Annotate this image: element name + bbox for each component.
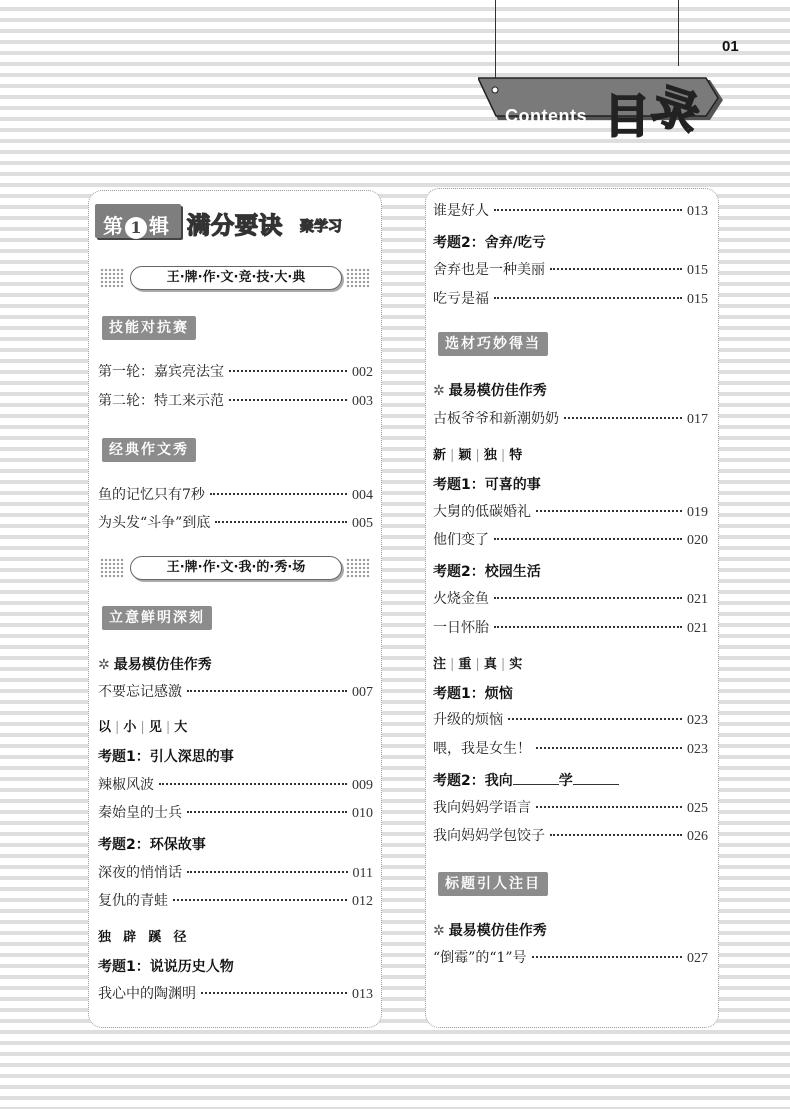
hanging-string-right	[678, 0, 679, 66]
contents-label: Contents	[505, 106, 587, 126]
toc-entry[interactable]: 大舅的低碳婚礼 019	[433, 504, 708, 520]
topic-heading: 考题1：烦恼	[433, 686, 513, 702]
topic-heading: 考题2：舍弃/吃亏	[433, 235, 546, 251]
toc-entry[interactable]: 我向妈妈学语言 025	[433, 800, 708, 816]
toc-entry[interactable]: 为头发“斗争”到底 005	[98, 515, 373, 531]
topic-heading: 考题1：引人深思的事	[98, 749, 234, 765]
section-banner-2	[100, 556, 372, 580]
toc-entry[interactable]: 古板爷爷和新潮奶奶 017	[433, 411, 708, 427]
toc-entry[interactable]: 我心中的陶渊明 013	[98, 986, 373, 1002]
category-tag-material: 选材巧妙得当	[438, 332, 548, 356]
gear-icon: ✲	[433, 383, 445, 399]
category-tag-classic: 经典作文秀	[102, 438, 196, 462]
toc-entry[interactable]: 秦始皇的士兵 010	[98, 805, 373, 821]
topic-heading: 考题2：校园生活	[433, 564, 541, 580]
subsection-label: 独 辟 蹊 径	[98, 930, 188, 945]
toc-entry[interactable]: 喂，我是女生！ 023	[433, 741, 708, 757]
toc-entry[interactable]: 鱼的记忆只有7秒 004	[98, 487, 373, 503]
series-label: 第 1 辑	[103, 214, 169, 238]
toc-entry[interactable]: 不要忘记感激 007	[98, 684, 373, 700]
category-tag-skills: 技能对抗赛	[102, 316, 196, 340]
toc-entry[interactable]: 升级的烦恼 023	[433, 712, 708, 728]
category-tag-theme: 立意鲜明深刻	[102, 606, 212, 630]
toc-entry[interactable]: 谁是好人 013	[433, 203, 708, 219]
subsection-label: 新 | 颖 | 独 | 特	[433, 448, 524, 463]
toc-entry[interactable]: 火烧金鱼 021	[433, 591, 708, 607]
series-number-badge: 1	[125, 217, 147, 239]
series-subtitle: 聚学习	[300, 219, 342, 235]
topic-heading: 考题1：可喜的事	[433, 477, 541, 493]
toc-entry[interactable]: 复仇的青蛙 012	[98, 893, 373, 909]
subsection-label: 以 | 小 | 见 | 大	[98, 720, 189, 735]
model-essay-heading: ✲ 最易模仿佳作秀	[98, 657, 212, 673]
section-pill-2: 王·牌·作·文·我·的·秀·场	[130, 556, 342, 580]
toc-entry[interactable]: 我向妈妈学包饺子 026	[433, 828, 708, 844]
series-title: 满分要诀	[187, 213, 283, 239]
toc-entry[interactable]: 第二轮：特工来示范 003	[98, 393, 373, 409]
topic-heading: 考题2：环保故事	[98, 837, 206, 853]
toc-entry[interactable]: 他们变了 020	[433, 532, 708, 548]
model-essay-heading: ✲ 最易模仿佳作秀	[433, 923, 547, 939]
page-number: 01	[722, 38, 739, 55]
toc-entry[interactable]: 吃亏是福 015	[433, 291, 708, 307]
banner-char-mu: 目	[604, 89, 650, 143]
model-essay-heading: ✲ 最易模仿佳作秀	[433, 383, 547, 399]
gear-icon: ✲	[433, 923, 445, 939]
series-header	[95, 200, 370, 242]
section-banner-1	[100, 266, 372, 290]
section-pill-1: 王·牌·作·文·竞·技·大·典	[130, 266, 342, 290]
topic-heading: 考题1：说说历史人物	[98, 959, 234, 975]
subsection-label: 注 | 重 | 真 | 实	[433, 657, 524, 672]
toc-entry[interactable]: 舍弃也是一种美丽 015	[433, 262, 708, 278]
toc-entry[interactable]: 深夜的悄悄话 011	[98, 865, 373, 881]
toc-entry[interactable]: “倒霉”的“1”号 027	[433, 950, 708, 966]
gear-icon: ✲	[98, 657, 110, 673]
toc-entry[interactable]: 第一轮：嘉宾亮法宝 002	[98, 364, 373, 380]
topic-heading: 考题2：我向 学	[433, 770, 619, 790]
category-tag-title: 标题引人注目	[438, 872, 548, 896]
banner-char-lu: 录	[645, 77, 707, 143]
toc-entry[interactable]: 辣椒风波 009	[98, 777, 373, 793]
toc-entry[interactable]: 一日怀胎 021	[433, 620, 708, 636]
